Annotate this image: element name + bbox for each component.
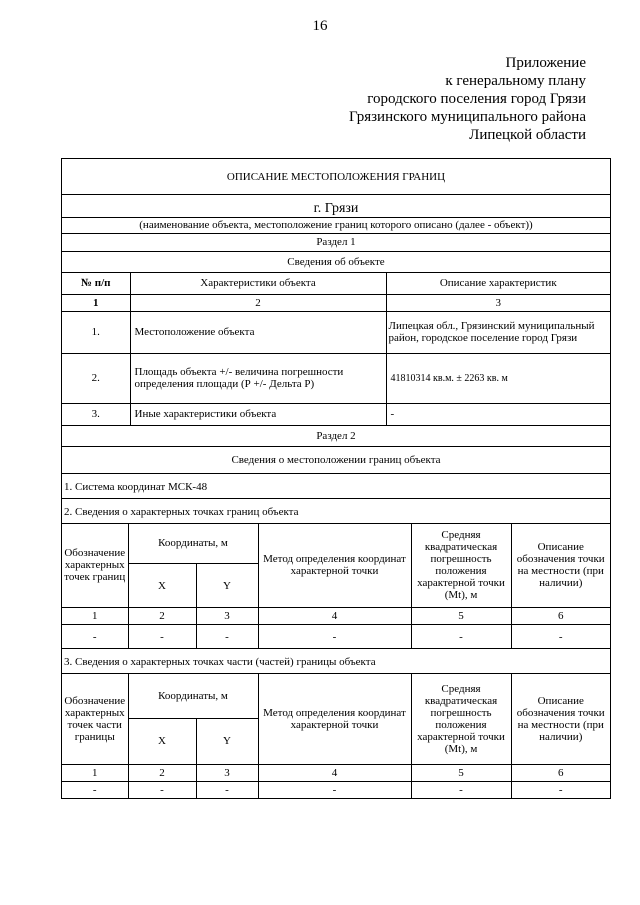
cell-value: - <box>196 625 258 649</box>
appendix-line: городского поселения город Грязи <box>367 91 586 107</box>
column-number: 4 <box>258 608 411 625</box>
cell-value: - <box>511 625 610 649</box>
characteristic-value: Липецкая обл., Грязинский муниципальный район, городское поселение город Грязи <box>386 311 610 353</box>
city-note: (наименование объекта, местоположение границ которого описано (далее - объект)) <box>62 217 610 233</box>
section2-label: Раздел 2 <box>62 426 610 447</box>
table-row <box>62 353 610 403</box>
points-section-title: 2. Сведения о характерных точках границ объекта <box>62 499 610 524</box>
characteristic: Местоположение объекта <box>130 311 386 353</box>
column-number: 2 <box>128 608 196 625</box>
header-cell: Характеристики объекта <box>130 273 386 294</box>
header-designation: Обозначение характерных точек части границы <box>62 674 128 764</box>
section1-title: Сведения об объекте <box>62 252 610 273</box>
page-number: 16 <box>312 18 328 34</box>
characteristic-value: 41810314 кв.м. ± 2263 кв. м <box>386 353 610 403</box>
header-error: Средняя квадратическая погрешность положения характерной точки (Mt), м <box>411 524 511 608</box>
row-number: 2. <box>62 353 130 403</box>
appendix-header <box>349 54 586 144</box>
header-description: Описание обозначения точки на местности (при наличии) <box>511 524 610 608</box>
cell-value: - <box>62 781 128 798</box>
table-row <box>62 311 610 353</box>
document-title: ОПИСАНИЕ МЕСТОПОЛОЖЕНИЯ ГРАНИЦ <box>62 159 610 195</box>
header-description: Описание обозначения точки на местности (при наличии) <box>511 674 610 764</box>
column-number: 2 <box>128 764 196 781</box>
cell-value: - <box>411 781 511 798</box>
header-x: X <box>128 718 196 764</box>
column-number: 1 <box>62 764 128 781</box>
characteristic: Иные характеристики объекта <box>130 403 386 425</box>
object-name-block <box>62 195 610 234</box>
appendix-line: Грязинского муниципального района <box>349 109 586 125</box>
boundary-description-form <box>61 158 611 799</box>
column-number: 3 <box>196 608 258 625</box>
part-points-table <box>62 674 610 799</box>
row-number: 3. <box>62 403 130 425</box>
object-info-table <box>62 273 610 426</box>
column-number: 5 <box>411 608 511 625</box>
row-number: 1. <box>62 311 130 353</box>
cell-value: - <box>128 781 196 798</box>
column-number: 1 <box>62 294 130 311</box>
table-row <box>62 781 610 798</box>
cell-value: - <box>258 781 411 798</box>
characteristic: Площадь объекта +/- величина погрешности определения площади (Р +/- Дельта Р) <box>130 353 386 403</box>
header-cell: Описание характеристик <box>386 273 610 294</box>
table-row <box>62 403 610 425</box>
appendix-line: к генеральному плану <box>445 73 586 89</box>
header-designation: Обозначение характерных точек границ <box>62 524 128 608</box>
characteristic-value: - <box>386 403 610 425</box>
section2-title: Сведения о местоположении границ объекта <box>62 447 610 474</box>
boundary-points-table <box>62 524 610 650</box>
cell-value: - <box>511 781 610 798</box>
section1-label: Раздел 1 <box>62 234 610 252</box>
cell-value: - <box>258 625 411 649</box>
column-number: 4 <box>258 764 411 781</box>
column-number: 6 <box>511 764 610 781</box>
header-y: Y <box>196 564 258 608</box>
header-y: Y <box>196 718 258 764</box>
column-number: 6 <box>511 608 610 625</box>
header-x: X <box>128 564 196 608</box>
cell-value: - <box>196 781 258 798</box>
cell-value: - <box>128 625 196 649</box>
column-number: 3 <box>386 294 610 311</box>
header-method: Метод определения координат характерной точки <box>258 674 411 764</box>
header-coordinates: Координаты, м <box>128 674 258 718</box>
column-number: 1 <box>62 608 128 625</box>
cell-value: - <box>62 625 128 649</box>
cell-value: - <box>411 625 511 649</box>
coordinate-system: 1. Система координат МСК-48 <box>62 474 610 499</box>
column-number: 2 <box>130 294 386 311</box>
header-method: Метод определения координат характерной точки <box>258 524 411 608</box>
appendix-line: Приложение <box>505 55 586 71</box>
column-number: 3 <box>196 764 258 781</box>
city-name: г. Грязи <box>313 201 359 216</box>
table-row <box>62 625 610 649</box>
header-coordinates: Координаты, м <box>128 524 258 564</box>
appendix-line: Липецкой области <box>469 127 586 143</box>
parts-section-title: 3. Сведения о характерных точках части (частей) границы объекта <box>62 649 610 674</box>
header-cell: № п/п <box>62 273 130 294</box>
header-error: Средняя квадратическая погрешность положения характерной точки (Mt), м <box>411 674 511 764</box>
column-number: 5 <box>411 764 511 781</box>
